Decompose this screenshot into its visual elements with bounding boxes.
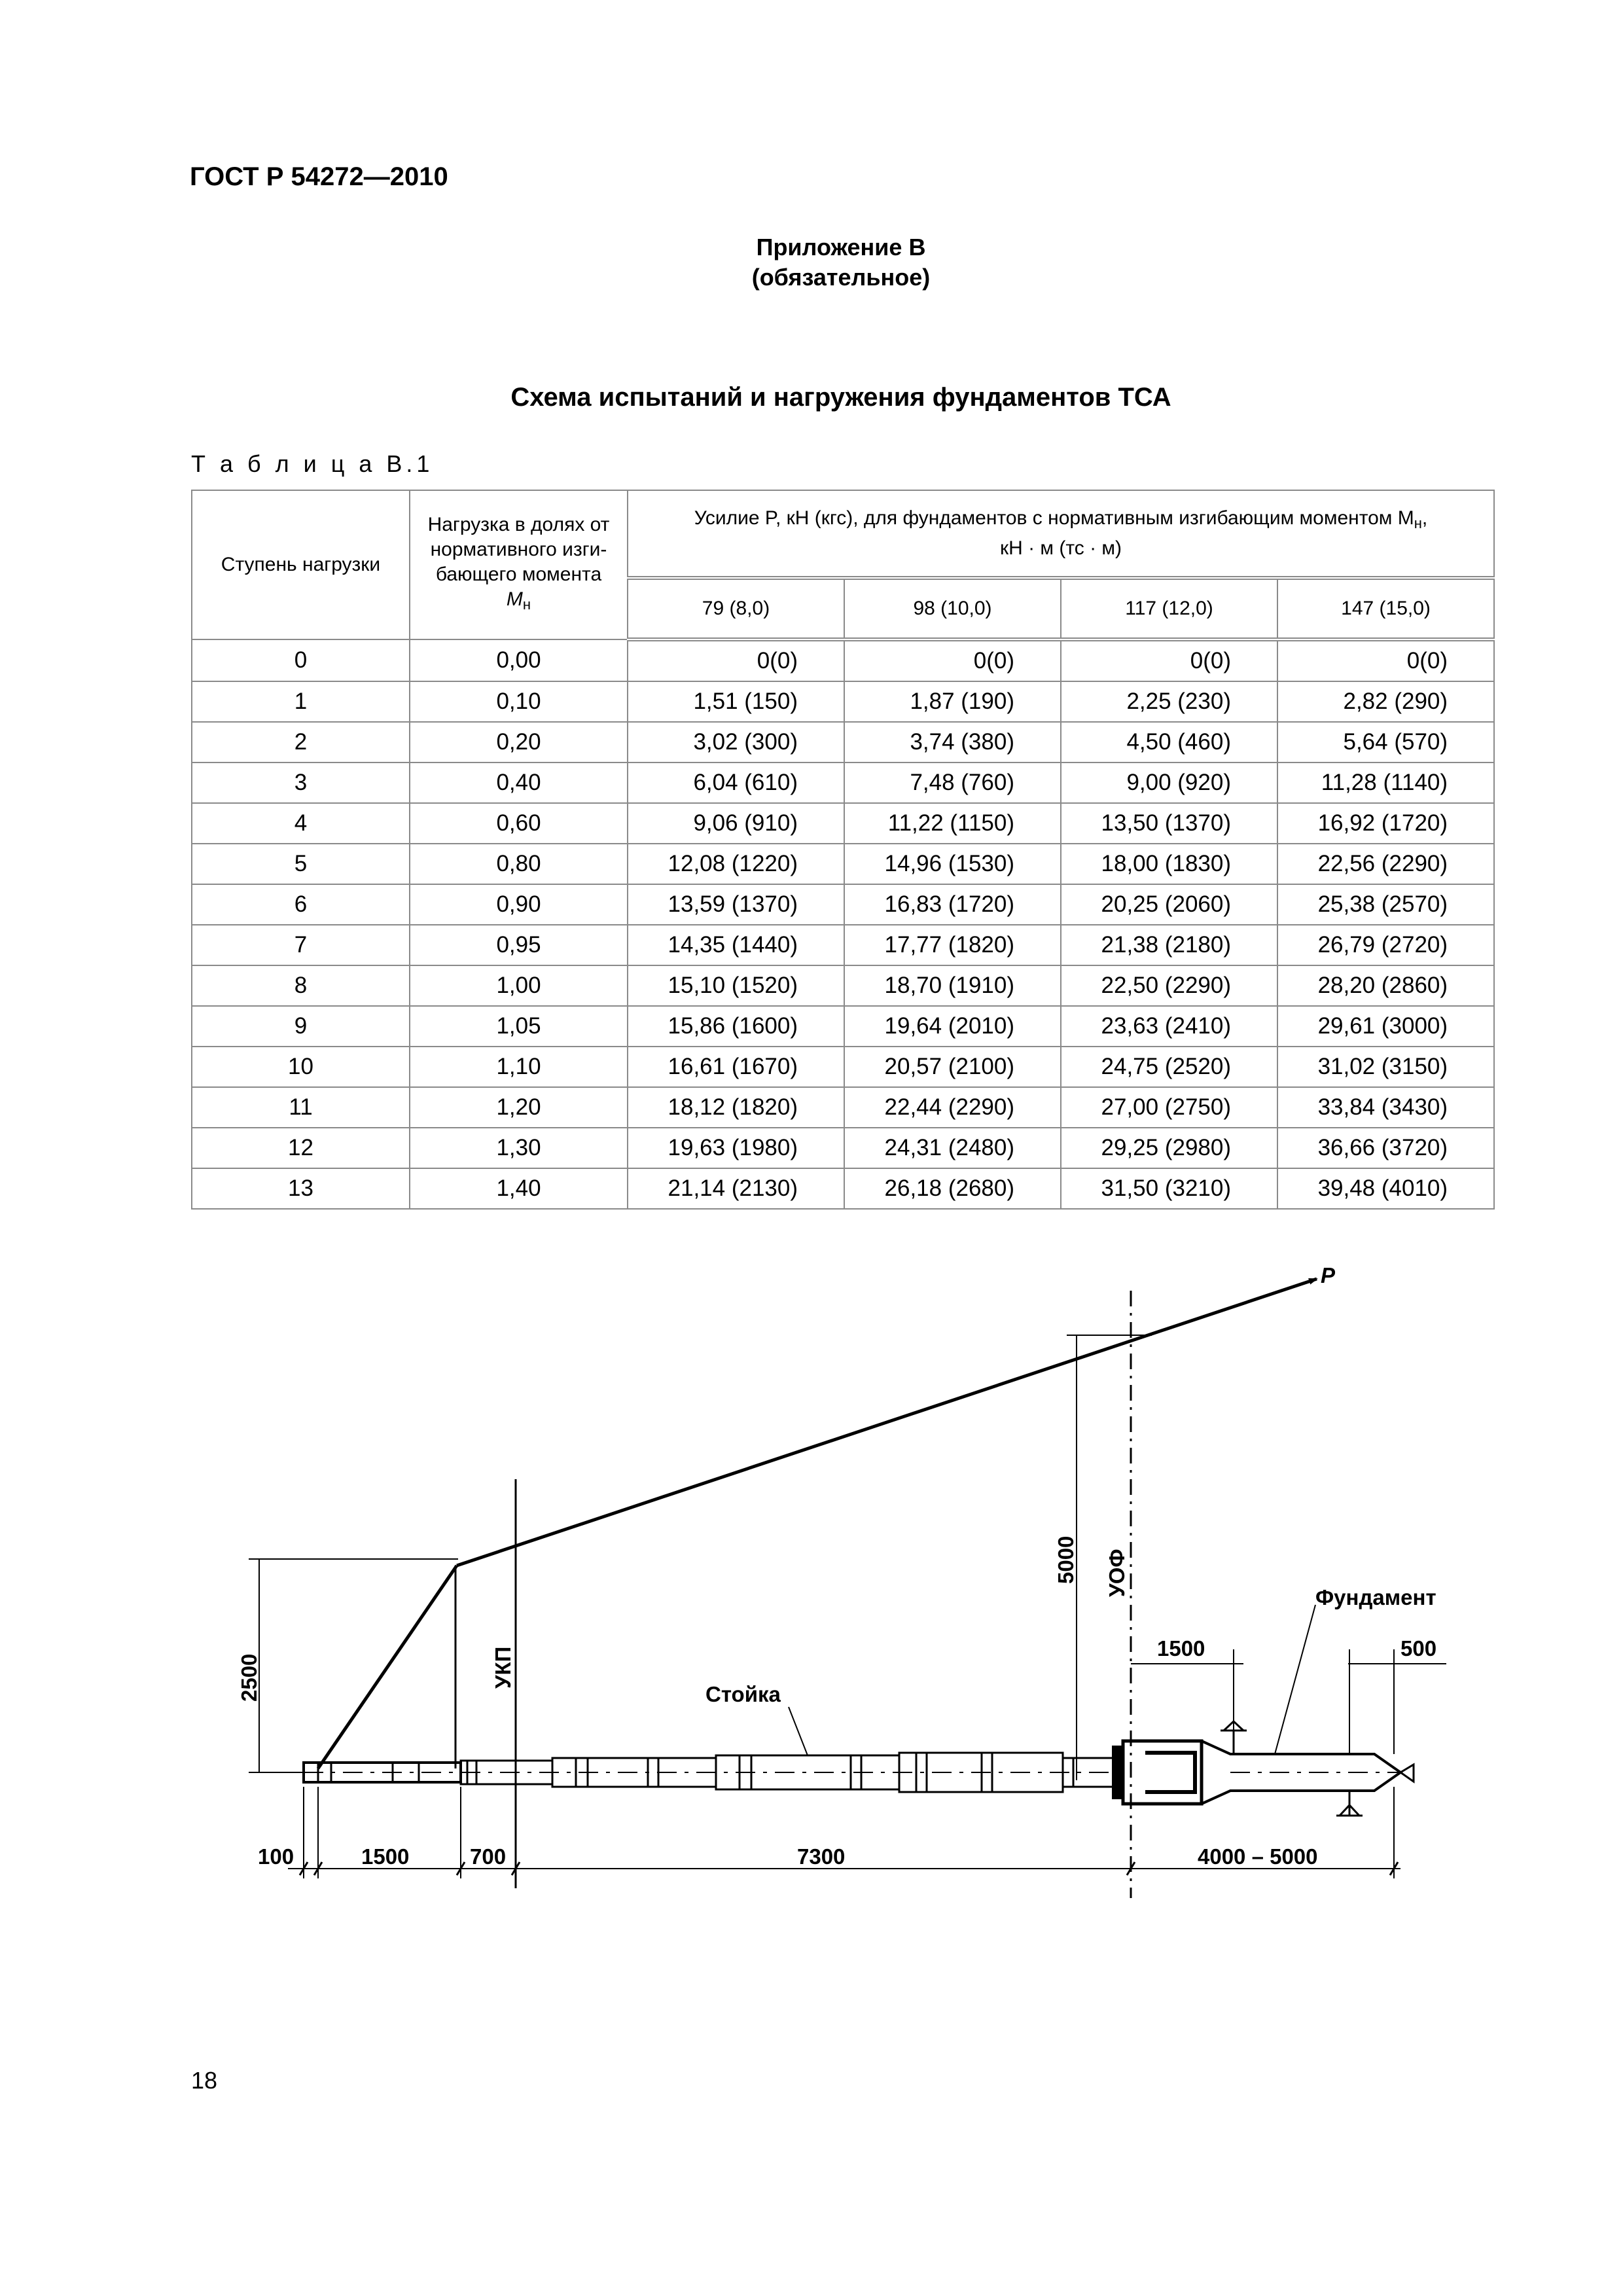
foundation: [1113, 1721, 1414, 1816]
dim-2500: 2500: [237, 1653, 261, 1702]
header-moment: 79 (8,0): [628, 578, 844, 639]
table-row: [192, 884, 1494, 925]
header-load-fraction: Нагрузка в долях от нормативного изги- бающего момента $M_н$: [410, 490, 628, 639]
force-cell: 18,70 (1910): [844, 965, 1061, 1006]
dim-1500: 1500: [361, 1844, 410, 1869]
force-line: [457, 1279, 1317, 1566]
section-title: Схема испытаний и нагружения фундаментов ТСА: [510, 383, 1171, 412]
test-scheme-diagram: [0, 1244, 1623, 1931]
force-cell: 36,66 (3720): [1277, 1128, 1494, 1168]
load-table: [191, 490, 1495, 1210]
force-label: P: [1321, 1263, 1336, 1287]
force-cell: 7,48 (760): [844, 762, 1061, 803]
pole: [304, 1753, 1115, 1792]
load-fraction-cell: 0,40: [410, 762, 628, 803]
appendix-title: Приложение В: [756, 234, 926, 260]
force-cell: 21,14 (2130): [628, 1168, 844, 1209]
stage-cell: 2: [192, 722, 410, 762]
table-row: [192, 762, 1494, 803]
header-force: Усилие P, кН (кгс), для фундаментов с нормативным изгибающим моментом $M_н$, кН · м (тс · м): [628, 490, 1494, 578]
load-fraction-cell: 0,20: [410, 722, 628, 762]
force-cell: 31,50 (3210): [1061, 1168, 1277, 1209]
appendix-heading: [0, 232, 1623, 293]
force-cell: 1,87 (190): [844, 681, 1061, 722]
force-cell: 28,20 (2860): [1277, 965, 1494, 1006]
appendix-subtitle: (обязательное): [751, 264, 931, 291]
table-row: [192, 1168, 1494, 1209]
force-cell: 26,18 (2680): [844, 1168, 1061, 1209]
force-cell: 21,38 (2180): [1061, 925, 1277, 965]
force-cell: 14,35 (1440): [628, 925, 844, 965]
dim-4000-5000: 4000 – 5000: [1198, 1844, 1318, 1869]
force-cell: 12,08 (1220): [628, 844, 844, 884]
stage-cell: 4: [192, 803, 410, 844]
force-cell: 39,48 (4010): [1277, 1168, 1494, 1209]
load-fraction-cell: 1,30: [410, 1128, 628, 1168]
force-cell: 0(0): [1277, 639, 1494, 681]
force-cell: 31,02 (3150): [1277, 1047, 1494, 1087]
uof-label: УОФ: [1105, 1549, 1129, 1597]
force-cell: 24,31 (2480): [844, 1128, 1061, 1168]
force-cell: 16,92 (1720): [1277, 803, 1494, 844]
force-cell: 16,61 (1670): [628, 1047, 844, 1087]
stage-cell: 13: [192, 1168, 410, 1209]
force-cell: 3,02 (300): [628, 722, 844, 762]
stage-cell: 10: [192, 1047, 410, 1087]
stage-cell: 0: [192, 639, 410, 681]
load-fraction-cell: 0,60: [410, 803, 628, 844]
load-fraction-cell: 1,20: [410, 1087, 628, 1128]
guy-line: [318, 1566, 457, 1768]
force-cell: 17,77 (1820): [844, 925, 1061, 965]
pole-label: Стойка: [705, 1682, 781, 1706]
ukp-label: УКП: [491, 1646, 515, 1689]
force-cell: 29,61 (3000): [1277, 1006, 1494, 1047]
force-cell: 16,83 (1720): [844, 884, 1061, 925]
force-cell: 0(0): [844, 639, 1061, 681]
force-cell: 22,44 (2290): [844, 1087, 1061, 1128]
stage-cell: 5: [192, 844, 410, 884]
foundation-label: Фундамент: [1315, 1585, 1436, 1609]
force-cell: 18,00 (1830): [1061, 844, 1277, 884]
force-cell: 15,10 (1520): [628, 965, 844, 1006]
dim-top-1500: 1500: [1157, 1636, 1205, 1660]
page-number: 18: [191, 2067, 218, 2094]
force-cell: 23,63 (2410): [1061, 1006, 1277, 1047]
load-fraction-cell: 0,95: [410, 925, 628, 965]
load-fraction-cell: 1,40: [410, 1168, 628, 1209]
load-fraction-cell: 0,80: [410, 844, 628, 884]
table-row: [192, 1047, 1494, 1087]
force-cell: 22,50 (2290): [1061, 965, 1277, 1006]
force-cell: 13,59 (1370): [628, 884, 844, 925]
force-cell: 20,57 (2100): [844, 1047, 1061, 1087]
header-stage: Ступень нагрузки: [192, 490, 410, 639]
load-fraction-cell: 1,10: [410, 1047, 628, 1087]
table-row: [192, 803, 1494, 844]
force-cell: 22,56 (2290): [1277, 844, 1494, 884]
dim-700: 700: [470, 1844, 507, 1869]
load-fraction-cell: 0,90: [410, 884, 628, 925]
table-row: [192, 1006, 1494, 1047]
table-label: Т а б л и ц а В.1: [191, 450, 434, 477]
force-cell: 1,51 (150): [628, 681, 844, 722]
table-row: [192, 722, 1494, 762]
force-cell: 27,00 (2750): [1061, 1087, 1277, 1128]
load-fraction-cell: 0,10: [410, 681, 628, 722]
force-cell: 0(0): [628, 639, 844, 681]
force-cell: 18,12 (1820): [628, 1087, 844, 1128]
stage-cell: 11: [192, 1087, 410, 1128]
force-cell: 24,75 (2520): [1061, 1047, 1277, 1087]
load-fraction-cell: 0,00: [410, 639, 628, 681]
table-row: [192, 1087, 1494, 1128]
table-row: [192, 1128, 1494, 1168]
stage-cell: 7: [192, 925, 410, 965]
table-row: [192, 639, 1494, 681]
force-cell: 13,50 (1370): [1061, 803, 1277, 844]
stage-cell: 6: [192, 884, 410, 925]
table-row: [192, 925, 1494, 965]
dim-5000: 5000: [1054, 1535, 1078, 1584]
force-cell: 0(0): [1061, 639, 1277, 681]
force-cell: 9,06 (910): [628, 803, 844, 844]
stage-cell: 9: [192, 1006, 410, 1047]
force-cell: 20,25 (2060): [1061, 884, 1277, 925]
dim-100: 100: [258, 1844, 294, 1869]
load-fraction-cell: 1,05: [410, 1006, 628, 1047]
stage-cell: 12: [192, 1128, 410, 1168]
table-row: [192, 844, 1494, 884]
stage-cell: 1: [192, 681, 410, 722]
table-row: [192, 681, 1494, 722]
header-moment: 147 (15,0): [1277, 578, 1494, 639]
dim-7300: 7300: [797, 1844, 846, 1869]
stage-cell: 3: [192, 762, 410, 803]
document-code: ГОСТ Р 54272—2010: [190, 162, 448, 191]
force-cell: 19,64 (2010): [844, 1006, 1061, 1047]
force-cell: 2,25 (230): [1061, 681, 1277, 722]
force-cell: 19,63 (1980): [628, 1128, 844, 1168]
header-moment: 98 (10,0): [844, 578, 1061, 639]
force-cell: 11,22 (1150): [844, 803, 1061, 844]
force-cell: 15,86 (1600): [628, 1006, 844, 1047]
force-cell: 11,28 (1140): [1277, 762, 1494, 803]
stage-cell: 8: [192, 965, 410, 1006]
dim-top-500: 500: [1400, 1636, 1437, 1660]
header-moment: 117 (12,0): [1061, 578, 1277, 639]
force-cell: 29,25 (2980): [1061, 1128, 1277, 1168]
force-cell: 9,00 (920): [1061, 762, 1277, 803]
force-cell: 25,38 (2570): [1277, 884, 1494, 925]
force-cell: 4,50 (460): [1061, 722, 1277, 762]
force-cell: 2,82 (290): [1277, 681, 1494, 722]
force-cell: 3,74 (380): [844, 722, 1061, 762]
force-cell: 26,79 (2720): [1277, 925, 1494, 965]
force-cell: 5,64 (570): [1277, 722, 1494, 762]
force-cell: 14,96 (1530): [844, 844, 1061, 884]
table-row: [192, 965, 1494, 1006]
force-cell: 6,04 (610): [628, 762, 844, 803]
load-fraction-cell: 1,00: [410, 965, 628, 1006]
force-cell: 33,84 (3430): [1277, 1087, 1494, 1128]
